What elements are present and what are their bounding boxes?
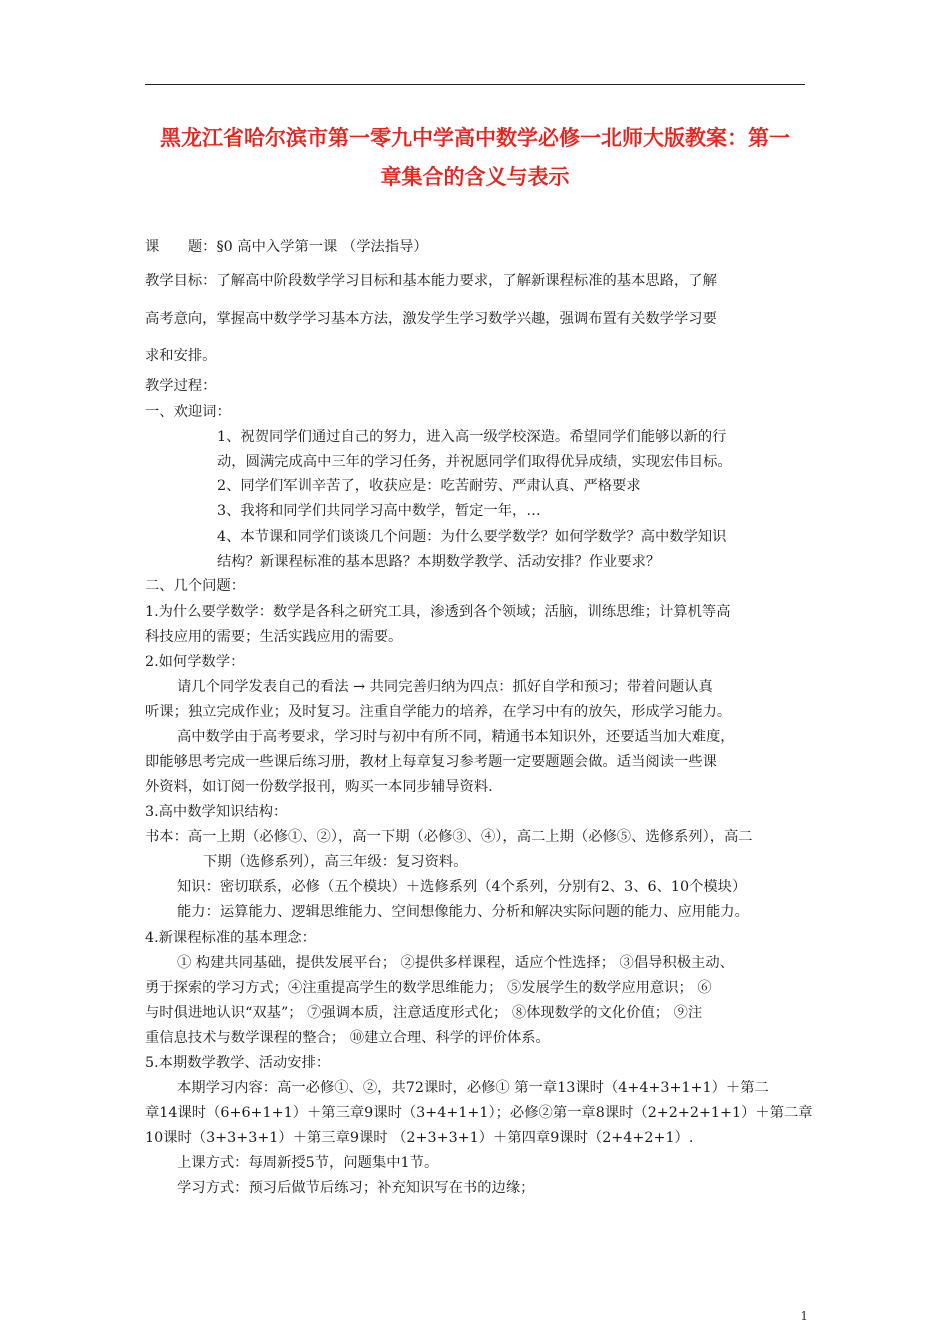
text-line: 4、本节课和同学们谈谈几个问题：为什么要学数学？如何学数学？高中数学知识: [217, 529, 727, 545]
subsection-heading: 5.本期数学教学、活动安排：: [145, 1055, 331, 1071]
section-heading: 二、几个问题：: [145, 578, 246, 594]
text-line: 3、我将和同学们共同学习高中数学，暂定一年，…: [217, 503, 541, 519]
objective-line: 教学目标：了解高中阶段数学学习目标和基本能力要求，了解新课程标准的基本思路，了解: [145, 273, 717, 289]
text-line: 动，圆满完成高中三年的学习任务，并祝愿同学们取得优异成绩，实现宏伟目标。: [217, 454, 732, 470]
text-line: 书本：高一上期（必修①、②），高一下期（必修③、④），高二上期（必修⑤、选修系列），高二: [145, 829, 753, 845]
text-line: 结构？新课程标准的基本思路？本期数学教学、活动安排？作业要求？: [217, 554, 661, 570]
text-line: 1.为什么要学数学：数学是各科之研究工具，渗透到各个领域；活脑，训练思维；计算机等高: [145, 604, 731, 620]
text-line: ① 构建共同基础，提供发展平台； ②提供多样课程，适应个性选择； ③倡导积极主动、: [177, 955, 734, 971]
title-line-2: 章集合的含义与表示: [380, 164, 570, 189]
text-line: 高中数学由于高考要求，学习时与初中有所不同，精通书本知识外，还要适当加大难度，: [177, 729, 735, 745]
text-line: 重信息技术与数学课程的整合； ⑩建立合理、科学的评价体系。: [145, 1030, 550, 1046]
document-title: [120, 118, 830, 196]
subsection-heading: 4.新课程标准的基本理念：: [145, 930, 316, 946]
text-line: 科技应用的需要；生活实践应用的需要。: [145, 629, 403, 645]
header-rule: [145, 84, 805, 85]
text-line: 与时俱进地认识“双基”； ⑦强调本质，注意适度形式化； ⑧体现数学的文化价值； ⑨注: [145, 1005, 703, 1021]
subsection-heading: 2.如何学数学：: [145, 654, 245, 670]
objective-line: 高考意向，掌握高中数学学习基本方法，激发学生学习数学兴趣，强调布置有关数学学习要: [145, 311, 717, 327]
page-number: 1: [800, 1309, 808, 1323]
text-line: 2、同学们军训辛苦了，收获应是：吃苦耐劳、严肃认真、严格要求: [217, 478, 641, 494]
section-heading: 教学过程：: [145, 378, 217, 394]
objective-line: 求和安排。: [145, 348, 217, 364]
section-heading: 一、欢迎词：: [145, 404, 231, 420]
text-line: 10课时（3+3+3+1）＋第三章9课时 （2+3+3+1）＋第四章9课时（2+4+2+1）.: [145, 1130, 694, 1146]
text-line: 下期（选修系列），高三年级：复习资料。: [203, 854, 468, 870]
text-line: 本期学习内容：高一必修①、②，共72课时，必修① 第一章13课时（4+4+3+1+1）＋第二: [177, 1080, 769, 1096]
subsection-heading: 3.高中数学知识结构：: [145, 804, 288, 820]
text-line: 听课；独立完成作业；及时复习。注重自学能力的培养，在学习中有的放矢，形成学习能力。: [145, 704, 732, 720]
text-line: 学习方式：预习后做节后练习；补充知识写在书的边缘；: [177, 1180, 535, 1196]
text-line: 请几个同学发表自己的看法 → 共同完善归纳为四点：抓好自学和预习；带着问题认真: [177, 679, 713, 695]
text-line: 上课方式：每周新授5节，问题集中1节。: [177, 1155, 439, 1171]
text-line: 即能够思考完成一些课后练习册，教材上每章复习参考题一定要题题会做。适当阅读一些课: [145, 754, 717, 770]
text-line: 知识：密切联系，必修（五个模块）＋选修系列（4个系列，分别有2、3、6、10个模块）: [177, 879, 747, 895]
title-line-1: 黑龙江省哈尔滨市第一零九中学高中数学必修一北师大版教案：第一: [160, 125, 790, 150]
lesson-topic: 课 题：§0 高中入学第一课 （学法指导）: [145, 239, 428, 255]
text-line: 勇于探索的学习方式；④注重提高学生的数学思维能力； ⑤发展学生的数学应用意识； ⑥: [145, 980, 712, 996]
text-line: 外资料，如订阅一份数学报刊，购买一本同步辅导资料.: [145, 779, 493, 795]
text-line: 能力：运算能力、逻辑思维能力、空间想像能力、分析和解决实际问题的能力、应用能力。: [177, 904, 749, 920]
text-line: 1、祝贺同学们通过自己的努力，进入高一级学校深造。希望同学们能够以新的行: [217, 429, 727, 445]
text-line: 章14课时（6+6+1+1）＋第三章9课时（3+4+1+1）；必修②第一章8课时（2+2+2+1+1）＋第二章: [145, 1105, 813, 1121]
